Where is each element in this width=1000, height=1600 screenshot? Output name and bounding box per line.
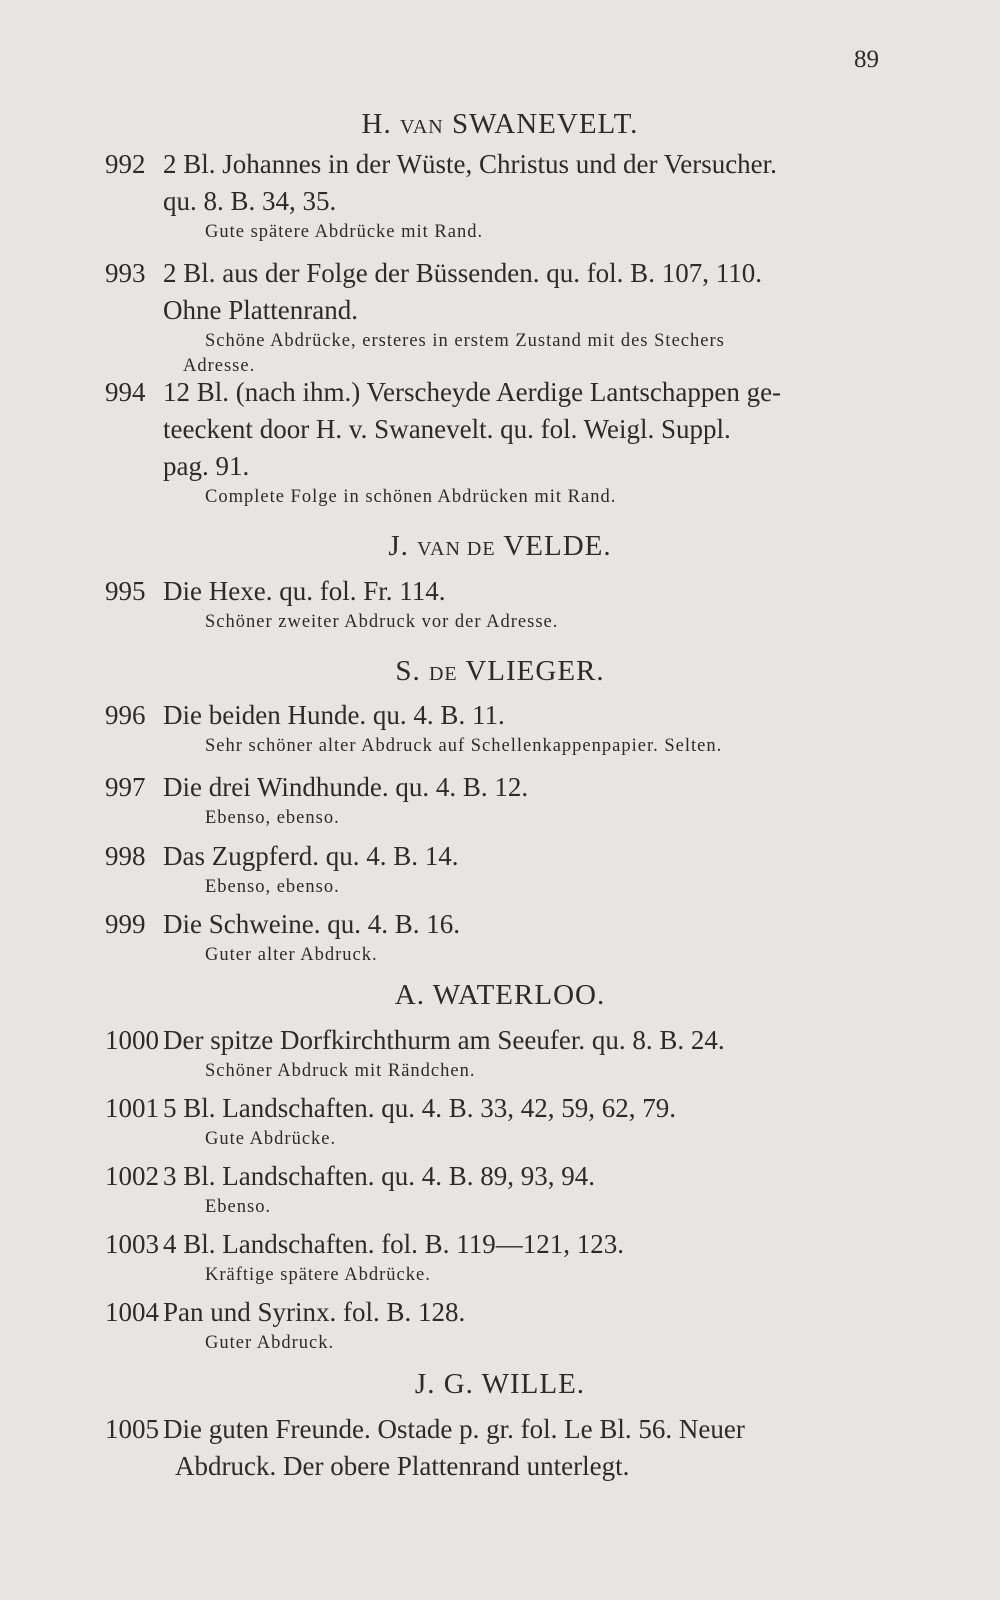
entry-title: 2 Bl. aus der Folge der Büssenden. qu. fol. B. 107, 110.: [163, 258, 762, 288]
catalog-entry-1000: [105, 1022, 890, 1084]
entry-note: Schöner Abdruck mit Rändchen.: [205, 1061, 476, 1081]
entry-note: Complete Folge in schönen Abdrücken mit Rand.: [205, 487, 617, 507]
section-heading-waterloo: A. WATERLOO.: [394, 979, 606, 1011]
entry-note: Kräftige spätere Abdrücke.: [205, 1265, 431, 1285]
entry-number: 998: [105, 841, 146, 871]
entry-number: 1002: [105, 1161, 159, 1191]
entry-note: Sehr schöner alter Abdruck auf Schellenkappenpapier. Selten.: [205, 736, 723, 756]
entry-note: Gute spätere Abdrücke mit Rand.: [205, 222, 484, 242]
section-heading-wille: J. G. WILLE.: [414, 1368, 586, 1400]
entry-title: 3 Bl. Landschaften. qu. 4. B. 89, 93, 94.: [163, 1161, 595, 1191]
catalog-entry-997: [105, 769, 890, 831]
entry-number: 1001: [105, 1093, 159, 1123]
entry-number: 1003: [105, 1229, 159, 1259]
entry-title: Die drei Windhunde. qu. 4. B. 12.: [163, 772, 529, 802]
entry-note: Ebenso.: [205, 1197, 272, 1217]
entry-title: 4 Bl. Landschaften. fol. B. 119—121, 123.: [163, 1229, 624, 1259]
section-heading-velde: J. VAN DE VELDE.: [388, 530, 612, 562]
entry-title-cont: Ohne Plattenrand.: [163, 295, 358, 325]
catalog-entry-1002: [105, 1158, 890, 1220]
entry-title: Das Zugpferd. qu. 4. B. 14.: [163, 841, 459, 871]
entry-number: 1005: [105, 1414, 159, 1444]
catalog-entry-1005: [105, 1411, 890, 1485]
catalog-entry-992: [105, 146, 890, 245]
section-heading-vlieger: S. DE VLIEGER.: [395, 655, 605, 687]
catalog-entry-993: [105, 255, 890, 379]
catalog-entry-998: [105, 838, 890, 900]
entry-note-cont: Adresse.: [183, 356, 256, 376]
entry-number: 992: [105, 149, 146, 179]
catalog-entry-1004: [105, 1294, 890, 1356]
entry-title-cont: pag. 91.: [163, 451, 250, 481]
catalog-entry-1003: [105, 1226, 890, 1288]
entry-note: Guter alter Abdruck.: [205, 945, 378, 965]
entry-note: Schöne Abdrücke, ersteres in erstem Zustand mit des Stechers: [205, 331, 725, 351]
entry-note: Gute Abdrücke.: [205, 1129, 337, 1149]
entry-title-cont: Abdruck. Der obere Plattenrand unterlegt.: [175, 1451, 630, 1481]
entry-number: 997: [105, 772, 146, 802]
entry-number: 996: [105, 700, 146, 730]
entry-title-cont: teeckent door H. v. Swanevelt. qu. fol. Weigl. Suppl.: [163, 414, 731, 444]
catalog-entry-994: [105, 374, 890, 510]
page-number: 89: [854, 46, 879, 73]
entry-number: 993: [105, 258, 146, 288]
entry-title: 2 Bl. Johannes in der Wüste, Christus und der Versucher.: [163, 149, 777, 179]
entry-number: 995: [105, 576, 146, 606]
catalog-entry-996: [105, 697, 890, 759]
entry-title: Die Schweine. qu. 4. B. 16.: [163, 909, 460, 939]
entry-number: 1004: [105, 1297, 159, 1327]
catalog-entry-1001: [105, 1090, 890, 1152]
entry-title-cont: qu. 8. B. 34, 35.: [163, 186, 337, 216]
entry-title: 12 Bl. (nach ihm.) Verscheyde Aerdige Lantschappen ge-: [163, 377, 782, 407]
catalog-entry-995: [105, 573, 890, 635]
entry-number: 1000: [105, 1025, 159, 1055]
section-heading-swanevelt: H. VAN SWANEVELT.: [361, 108, 639, 140]
entry-title: Pan und Syrinx. fol. B. 128.: [163, 1297, 466, 1327]
entry-number: 999: [105, 909, 146, 939]
entry-title: Die Hexe. qu. fol. Fr. 114.: [163, 576, 446, 606]
entry-note: Ebenso, ebenso.: [205, 808, 340, 828]
entry-title: Die guten Freunde. Ostade p. gr. fol. Le Bl. 56. Neuer: [163, 1414, 745, 1444]
entry-note: Schöner zweiter Abdruck vor der Adresse.: [205, 612, 559, 632]
entry-note: Guter Abdruck.: [205, 1333, 335, 1353]
entry-title: Die beiden Hunde. qu. 4. B. 11.: [163, 700, 505, 730]
entry-number: 994: [105, 377, 146, 407]
entry-note: Ebenso, ebenso.: [205, 877, 340, 897]
catalog-entry-999: [105, 906, 890, 968]
entry-title: Der spitze Dorfkirchthurm am Seeufer. qu. 8. B. 24.: [163, 1025, 725, 1055]
entry-title: 5 Bl. Landschaften. qu. 4. B. 33, 42, 59, 62, 79.: [163, 1093, 676, 1123]
